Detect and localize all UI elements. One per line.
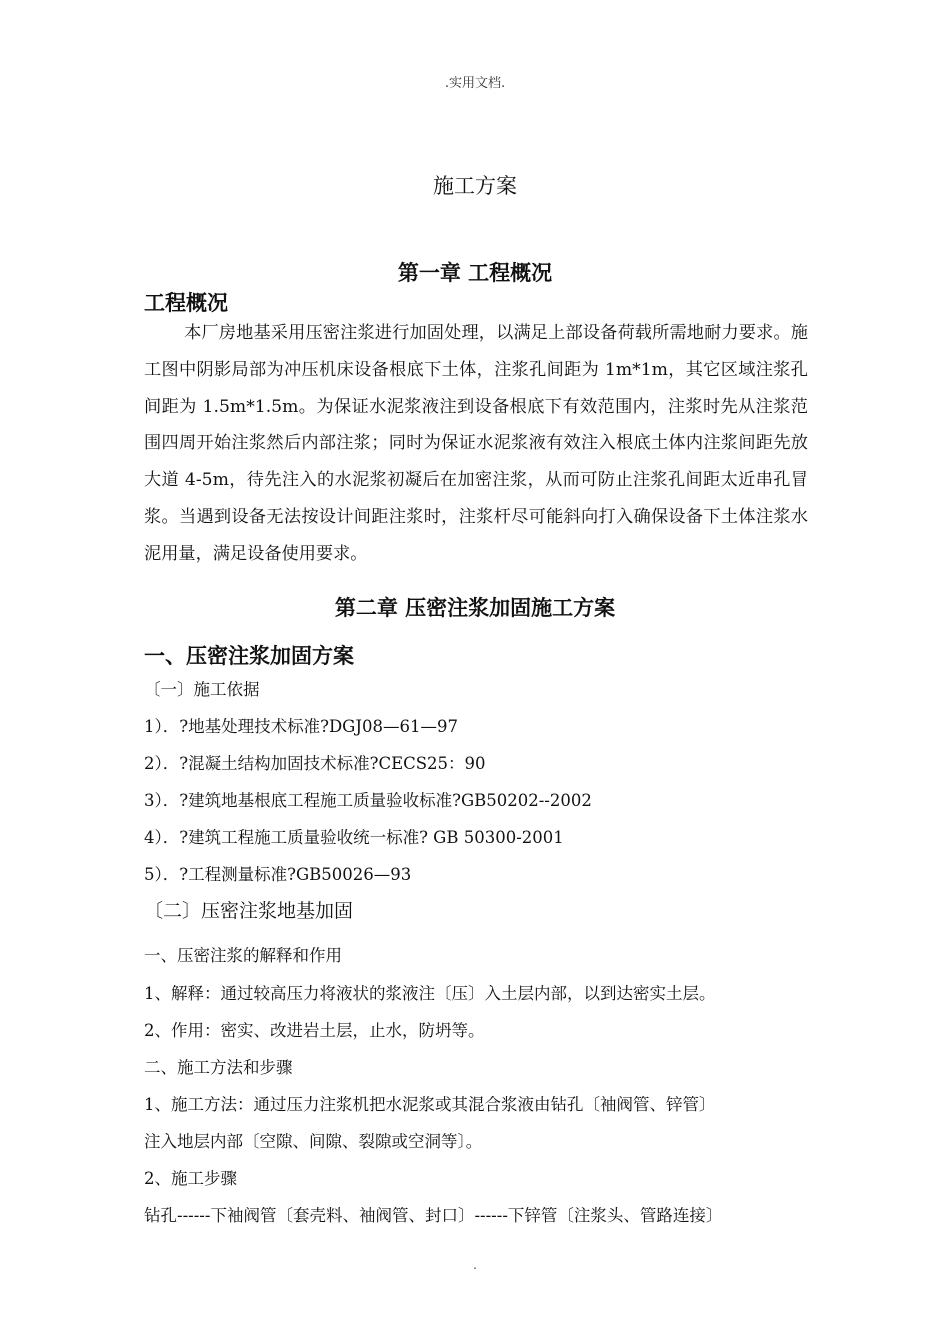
item-explanation-heading: 一、压密注浆的解释和作用 — [144, 946, 342, 965]
basis-item-4: 4）．?建筑工程施工质量验收统一标准? GB 50300-2001 — [144, 828, 564, 847]
basis-item-5: 5）．?工程测量标准?GB50026—93 — [144, 865, 412, 884]
item-function: 2、作用：密实、改进岩土层，止水，防坍等。 — [144, 1021, 485, 1040]
section-heading-grouting-plan: 一、压密注浆加固方案 — [144, 644, 354, 668]
item-method-line-2: 注入地层内部〔空隙、间隙、裂隙或空洞等〕。 — [144, 1132, 483, 1151]
item-method-line-1: 1、施工方法：通过压力注浆机把水泥浆或其混合浆液由钻孔〔袖阀管、锌管〕 — [144, 1095, 716, 1114]
chapter-1-heading: 第一章 工程概况 — [397, 261, 553, 285]
chapter-2-heading: 第二章 压密注浆加固施工方案 — [334, 596, 616, 620]
item-steps: 钻孔------下袖阀管〔套壳料、袖阀管、封口〕------下锌管〔注浆头、管路连接〕 — [144, 1206, 723, 1225]
document-title: 施工方案 — [433, 174, 517, 198]
item-explanation: 1、解释：通过较高压力将液状的浆液注〔压〕入土层内部，以到达密实土层。 — [144, 984, 716, 1003]
item-method-heading: 二、施工方法和步骤 — [144, 1058, 293, 1077]
overview-paragraph-text: 本厂房地基采用压密注浆进行加固处理，以满足上部设备荷载所需地耐力要求。施工图中阴影局部为冲压机床设备根底下土体，注浆孔间距为 1m*1m，其它区域注浆孔间距为 1.5m*1.5m。为保证水泥浆液注到设备根底下有效范围内，注浆时先从注浆范围四周开始注浆然后内部注浆；同时为保证水泥浆液有效注入根底土体内注浆间距先放大道 4-5m，待先注入的水泥浆初凝后在加密注浆，从而可防止注浆孔间距太近串孔冒浆。当遇到设备无法按设计间距注浆时，注浆杆尽可能斜向打入确保设备下土体注浆水泥用量，满足设备使用要求。 — [144, 323, 808, 564]
page-header: .实用文档. — [444, 76, 506, 91]
section-heading-overview: 工程概况 — [144, 291, 228, 315]
overview-paragraph — [144, 315, 808, 573]
page-footer: . — [473, 1258, 477, 1272]
item-steps-heading: 2、施工步骤 — [144, 1169, 237, 1188]
subsection-basis: 〔一〕施工依据 — [144, 680, 260, 699]
basis-item-3: 3）．?建筑地基根底工程施工质量验收标准?GB50202--2002 — [144, 791, 592, 810]
subsection-foundation-grouting: 〔二〕压密注浆地基加固 — [144, 900, 354, 922]
basis-item-2: 2）．?混凝土结构加固技术标准?CECS25：90 — [144, 754, 486, 773]
basis-item-1: 1）．?地基处理技术标准?DGJ08—61—97 — [144, 717, 458, 736]
